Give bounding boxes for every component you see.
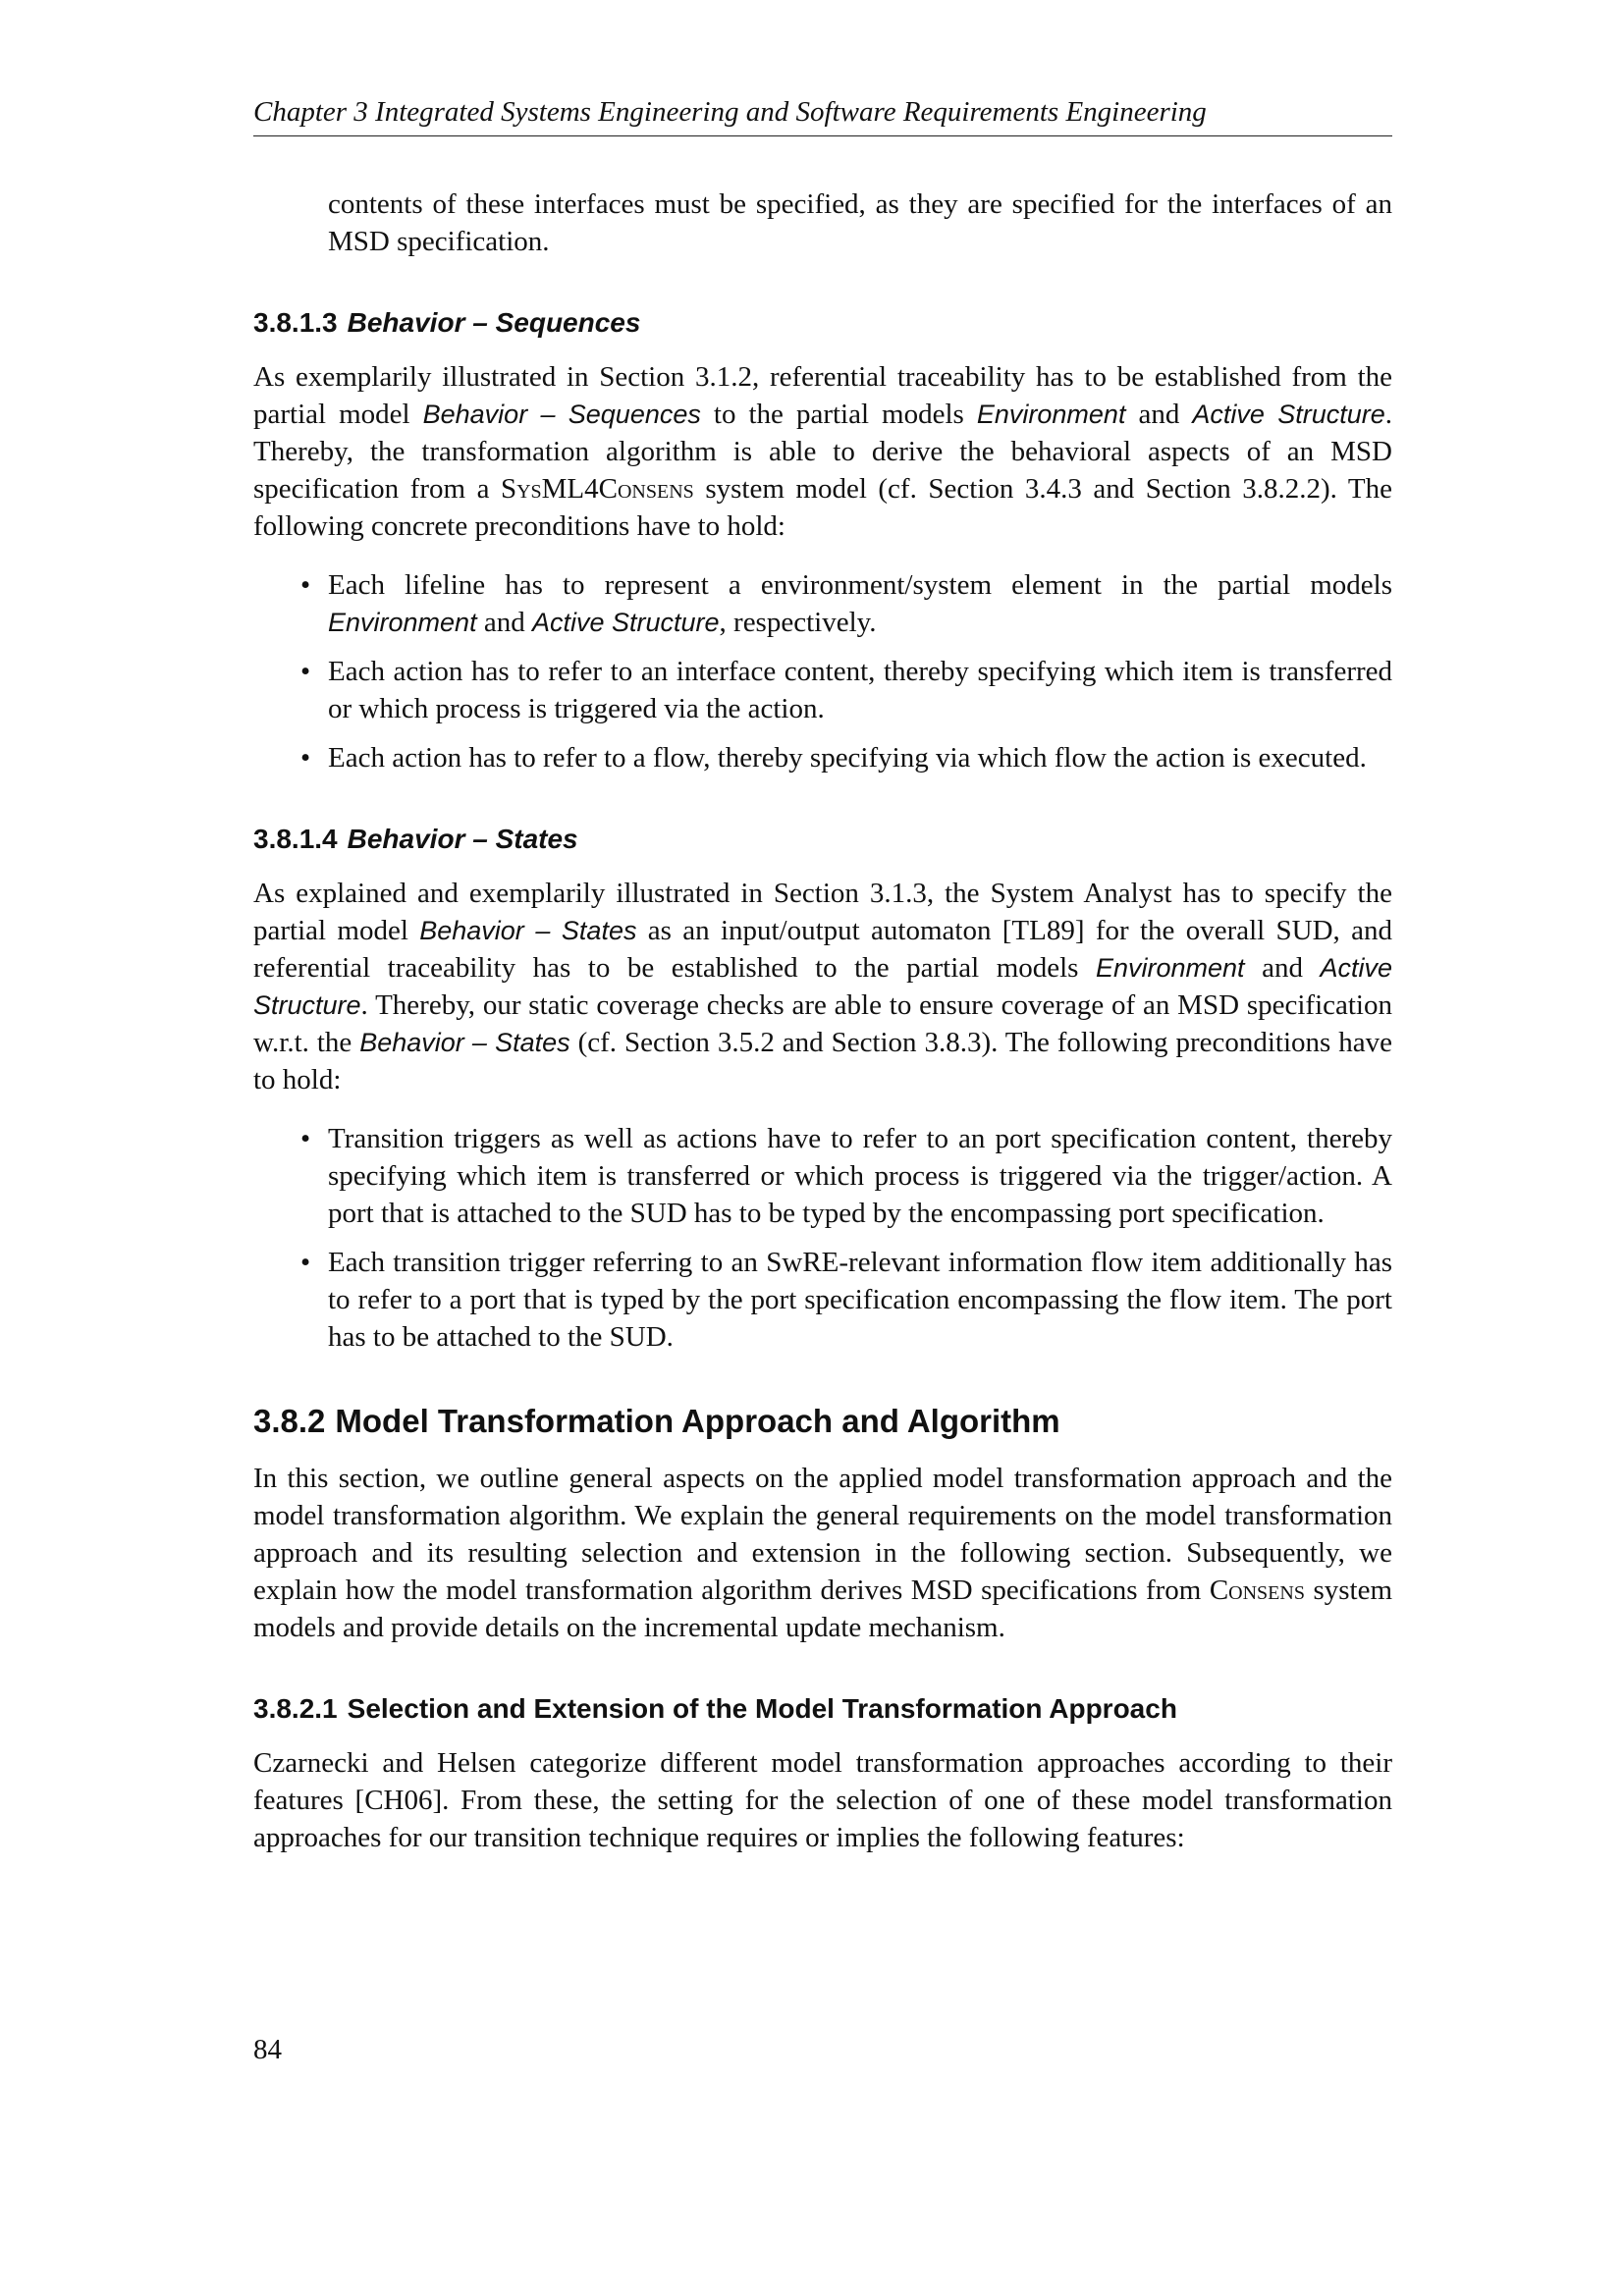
text-run: Each action has to refer to a flow, thereby specifying via which flow the action is executed. [328, 742, 1367, 774]
model-name: Environment [328, 608, 477, 637]
text-run: . Thereby, our static coverage checks are able to ensure coverage of an MSD specification w.r.t. the [253, 989, 1392, 1058]
text-run: Transition triggers as well as actions have to refer to an port specification content, thereby specifying which item is transferred or which process is triggered via the trigger/action. A port that is attached to the SUD has to be typed by the encompassing port specification. [328, 1123, 1392, 1229]
text-run: as an input/output automaton [TL89] for the overall SUD, and referential traceability has to be established to the partial models [253, 915, 1392, 984]
section-3-8-2-heading [253, 1401, 1392, 1442]
section-3-8-1-4-bullet-list [253, 1120, 1392, 1356]
list-item [253, 739, 1392, 776]
model-name: Active Structure [1192, 400, 1385, 429]
list-item [253, 1120, 1392, 1232]
section-number: 3.8.2.1 [253, 1693, 338, 1724]
text-run: to the partial models [700, 399, 977, 430]
section-3-8-1-3-paragraph [253, 358, 1392, 545]
section-3-8-2-paragraph [253, 1460, 1392, 1646]
section-number: 3.8.1.3 [253, 307, 338, 338]
model-name: Active Structure [253, 953, 1392, 1020]
tool-name: SysML4Consens [500, 473, 694, 505]
section-title: Model Transformation Approach and Algorithm [335, 1403, 1060, 1439]
text-run: As explained and exemplarily illustrated in Section 3.1.3, the System Analyst has to specify the partial model [253, 878, 1392, 946]
text-run: As exemplarily illustrated in Section 3.1.2, referential traceability has to be established from the partial model [253, 361, 1392, 430]
model-name: Environment [1095, 953, 1245, 983]
text-run: Each transition trigger referring to an SwRE-relevant information flow item additionally has to refer to a port that is typed by the port specification encompassing the flow item. The port has to be attached to the SUD. [328, 1247, 1392, 1353]
section-number: 3.8.1.4 [253, 824, 338, 854]
list-item [253, 653, 1392, 727]
section-3-8-2-1-paragraph: Czarnecki and Helsen categorize different model transformation approaches according to their features [CH06]. From these, the setting for the selection of one of these model transformation approaches for our transition technique requires or implies the following features: [253, 1747, 1392, 1853]
section-number: 3.8.2 [253, 1403, 326, 1439]
text-run: Each lifeline has to represent a environment/system element in the partial models [328, 569, 1392, 601]
intro-block [253, 186, 1392, 260]
text-run: (cf. Section 3.5.2 and Section 3.8.3). The following preconditions have to hold: [253, 1027, 1392, 1095]
model-name: Behavior – States [359, 1028, 570, 1057]
text-run: system model (cf. Section 3.4.3 and Section 3.8.2.2). The following concrete preconditions have to hold: [253, 473, 1392, 542]
section-title: Behavior – Sequences [347, 307, 641, 338]
section-3-8-2-1-heading [253, 1691, 1392, 1727]
running-header: Chapter 3 Integrated Systems Engineering and Software Requirements Engineering [253, 92, 1392, 136]
text-run: and [1125, 399, 1193, 430]
text-run: and [1244, 952, 1321, 984]
text-run: system models and provide details on the incremental update mechanism. [253, 1575, 1392, 1643]
section-title: Selection and Extension of the Model Transformation Approach [347, 1693, 1177, 1724]
bullet-glyph: • [300, 742, 311, 774]
text-run: and [476, 607, 532, 638]
bullet-glyph: • [300, 1247, 311, 1278]
page-number: 84 [253, 2034, 282, 2065]
intro-paragraph: contents of these interfaces must be specified, as they are specified for the interfaces of an MSD specification. [328, 188, 1392, 257]
section-3-8-1-4-heading [253, 822, 1392, 857]
list-item [253, 566, 1392, 641]
text-run: . Thereby, the transformation algorithm is able to derive the behavioral aspects of an MSD specification from a [253, 399, 1392, 505]
text-run: Each action has to refer to an interface content, thereby specifying which item is transferred or which process is triggered via the action. [328, 656, 1392, 724]
list-item [253, 1244, 1392, 1356]
text-run: , respectively. [719, 607, 877, 638]
section-3-8-1-3-bullet-list [253, 566, 1392, 776]
bullet-glyph: • [300, 1123, 311, 1154]
page-body [253, 92, 1392, 1856]
section-3-8-1-3-heading [253, 305, 1392, 341]
model-name: Active Structure [531, 608, 720, 637]
model-name: Behavior – Sequences [422, 400, 701, 429]
section-3-8-1-4-paragraph [253, 875, 1392, 1098]
section-title: Behavior – States [347, 824, 578, 854]
model-name: Behavior – States [419, 916, 637, 945]
bullet-glyph: • [300, 569, 311, 601]
text-run: In this section, we outline general aspects on the applied model transformation approach and the model transformation algorithm. We explain the general requirements on the model transformation approach and its resulting selection and extension in the following section. Subsequently, we explain how the model transformation algorithm derives MSD specifications from [253, 1463, 1392, 1606]
bullet-glyph: • [300, 656, 311, 687]
tool-name: Consens [1209, 1575, 1305, 1606]
model-name: Environment [976, 400, 1126, 429]
